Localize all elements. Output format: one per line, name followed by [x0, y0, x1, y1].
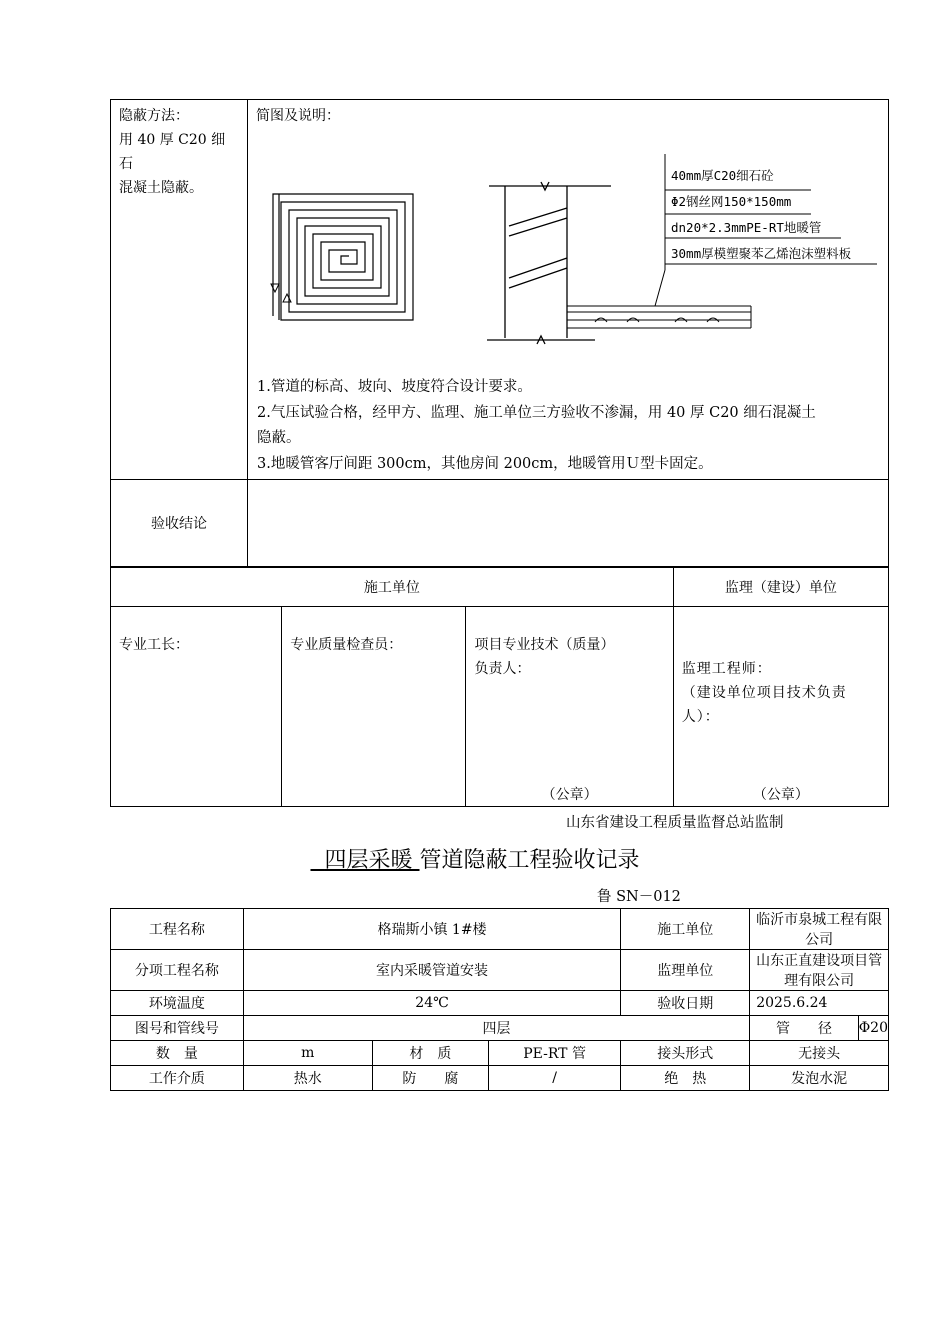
inspector-label: 专业质量检查员： [290, 637, 403, 653]
title-rest: 管道隐蔽工程验收记录 [419, 848, 640, 873]
arrow-down-icon [271, 284, 279, 292]
drawing: 四层 [243, 1016, 750, 1041]
method-cell [111, 100, 248, 480]
supervisor-company: 山东正直建设项目管理有限公司 [750, 950, 889, 991]
conclusion-value-cell [248, 480, 889, 567]
note-3: 3.地暖管客厅间距 300cm，其他房间 200cm，地暖管用Ｕ型卡固定。 [257, 455, 713, 472]
signature-table [110, 567, 889, 807]
sub-project: 室内采暖管道安装 [243, 950, 621, 991]
supervisor-cell [673, 607, 888, 807]
builder: 临沂市泉城工程有限公司 [750, 909, 889, 950]
foreman-cell [111, 607, 282, 807]
conclusion-label: 验收结论 [151, 516, 207, 532]
temp-label: 环境温度 [111, 991, 244, 1016]
qty-label: 数 量 [111, 1041, 244, 1066]
inspector-cell [282, 607, 466, 807]
construction-unit-label: 施工单位 [363, 580, 420, 596]
date-label: 验收日期 [621, 991, 750, 1016]
form-code: 鲁 SN－012 [597, 889, 681, 905]
note-1: 1.管道的标高、坡向、坡度符合设计要求。 [257, 379, 532, 395]
material: PE-RT 管 [488, 1041, 621, 1066]
tech-lead-cell [466, 607, 673, 807]
drawing-label: 图号和管线号 [111, 1016, 244, 1041]
joint: 无接头 [750, 1041, 889, 1066]
medium-label: 工作介质 [111, 1066, 244, 1091]
sub-project-label: 分项工程名称 [111, 950, 244, 991]
construction-unit-cell [111, 568, 674, 607]
title-underlined: 四层采暖 [324, 848, 413, 873]
legend-insulation-board: 30mm厚模塑聚苯乙烯泡沫塑料板 [671, 246, 852, 261]
project-name: 格瑞斯小镇 1#楼 [243, 909, 621, 950]
note-2-cont: 隐蔽。 [257, 430, 301, 446]
coil-spiral [273, 194, 413, 320]
diameter-label: 管 径 [750, 1016, 859, 1041]
page-title [0, 843, 950, 874]
diagram-label: 简图及说明： [256, 108, 340, 124]
method-text: 用 40 厚 C20 细石 [119, 132, 226, 172]
supervisor-label: 监理工程师： [681, 661, 772, 677]
anticorrosion-label: 防 腐 [372, 1066, 488, 1091]
joint-label: 接头形式 [621, 1041, 750, 1066]
legend-pipe: dn20*2.3mmPE-RT地暖管 [671, 220, 822, 235]
project-name-label: 工程名称 [111, 909, 244, 950]
method-text-2: 混凝土隐蔽。 [119, 180, 203, 196]
footer-note: 山东省建设工程质量监督总站监制 [566, 815, 784, 831]
tech-lead-label: 项目专业技术（质量） [474, 637, 615, 653]
floor-heating-diagram [255, 150, 885, 360]
legend-wire-mesh: Φ2钢丝网150*150mm [671, 194, 792, 209]
arrow-up-icon [283, 294, 291, 302]
method-label: 隐蔽方法： [119, 108, 189, 124]
qty: m [243, 1041, 372, 1066]
legend-concrete: 40mm厚C20细石砼 [671, 168, 774, 183]
seal-right: （公章） [752, 787, 809, 803]
info-table [110, 908, 889, 1091]
owner-lead-label: （建设单位项目技术负责人）： [681, 685, 847, 725]
diameter: Φ20 [858, 1016, 888, 1041]
notes [257, 375, 889, 477]
supervision-unit-cell [673, 568, 888, 607]
foreman-label: 专业工长： [119, 637, 189, 653]
insulation-label: 绝 热 [621, 1066, 750, 1091]
anticorrosion: / [488, 1066, 621, 1091]
material-label: 材 质 [372, 1041, 488, 1066]
supervisor-label: 监理单位 [621, 950, 750, 991]
builder-label: 施工单位 [621, 909, 750, 950]
tech-lead-label-2: 负责人： [474, 661, 531, 677]
seal-left: （公章） [541, 787, 598, 803]
supervision-unit-label: 监理（建设）单位 [724, 580, 837, 596]
floor-layers [567, 306, 751, 328]
insulation: 发泡水泥 [750, 1066, 889, 1091]
conclusion-label-cell [111, 480, 248, 567]
temp: 24℃ [243, 991, 621, 1016]
medium: 热水 [243, 1066, 372, 1091]
note-2: 2.气压试验合格，经甲方、监理、施工单位三方验收不渗漏，用 40 厚 C20 细石混凝土 [257, 404, 816, 421]
date: 2025.6.24 [750, 991, 889, 1016]
